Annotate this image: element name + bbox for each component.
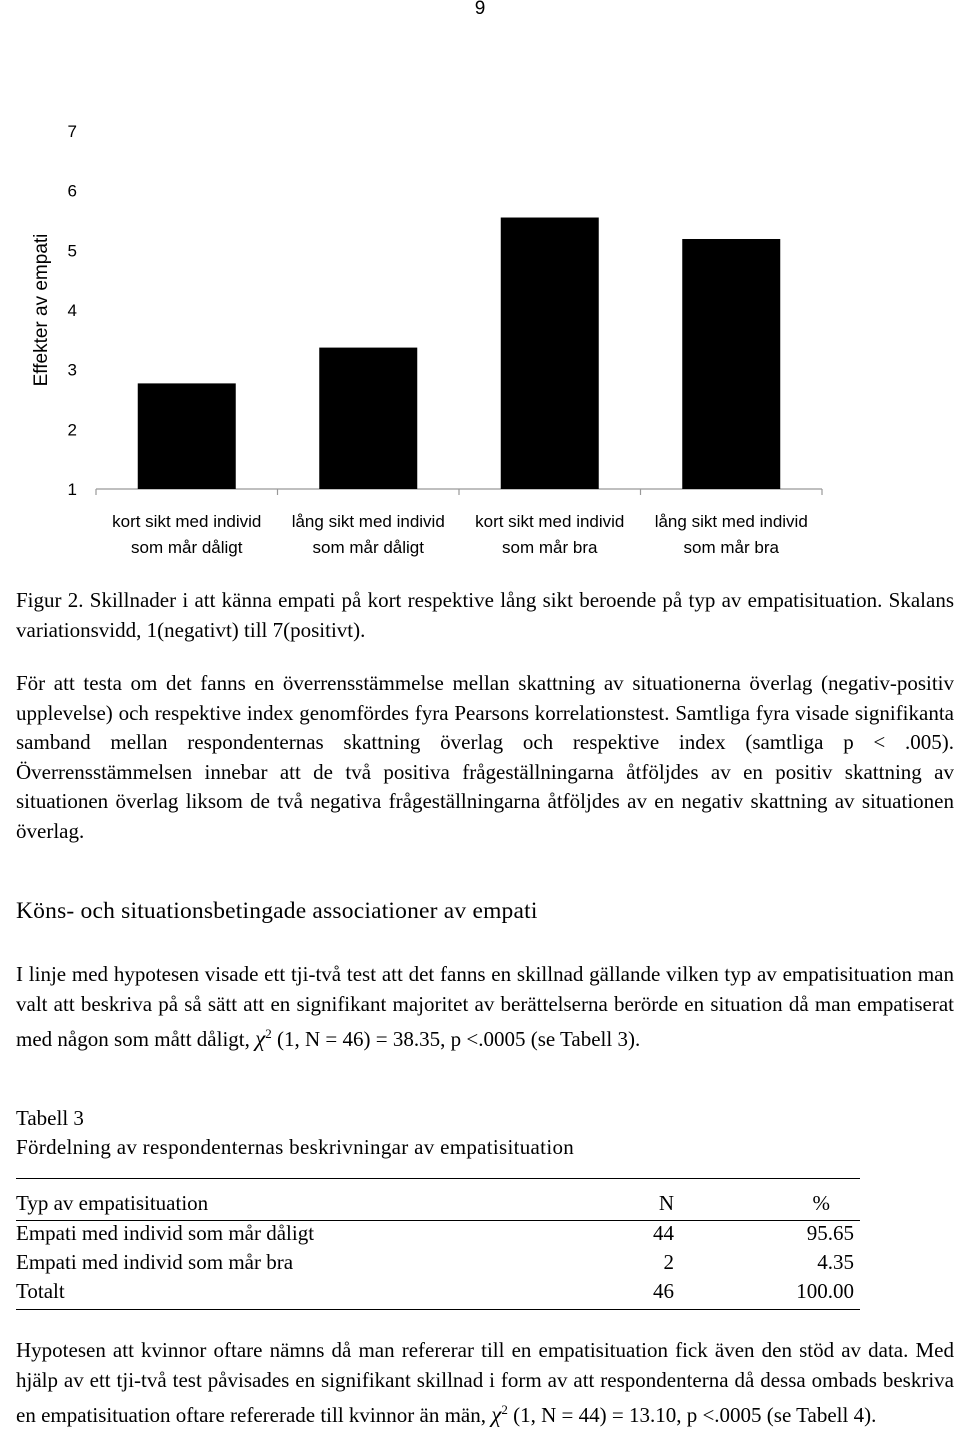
x-tick-label: kort sikt med individ	[112, 512, 262, 531]
x-tick-label: som mår dåligt	[312, 538, 424, 557]
table-header-n: N	[658, 1191, 674, 1215]
table-label: Tabell 3	[16, 1106, 84, 1130]
table-cell-n: 44	[653, 1221, 674, 1245]
bar	[319, 348, 417, 489]
table-row	[16, 1221, 860, 1250]
chi-square-superscript: 2	[501, 1402, 508, 1417]
paragraph-hypothesis-gender	[16, 1336, 954, 1431]
bar-chart	[0, 100, 960, 570]
x-tick-label: som mår bra	[683, 538, 779, 557]
x-tick-label: lång sikt med individ	[654, 512, 808, 531]
bar	[501, 218, 599, 489]
y-tick-label: 2	[67, 420, 77, 440]
table-row	[16, 1279, 860, 1308]
x-tick-label: lång sikt med individ	[291, 512, 445, 531]
table-header-row	[16, 1191, 860, 1220]
table-header-percent: %	[812, 1191, 830, 1215]
table-cell-type: Empati med individ som mår bra	[16, 1250, 294, 1274]
table-header-type: Typ av empatisituation	[16, 1191, 209, 1215]
page-number: 9	[474, 0, 486, 19]
chi-square-stat: (1, N = 44) = 13.10, p <.0005 (se Tabell 4).	[513, 1403, 877, 1427]
figure-caption: Figur 2. Skillnader i att känna empati på kort respektive lång sikt beroende på typ av empatisituation. Skalans variationsvidd, 1(negativt) till 7(positivt).	[16, 588, 954, 642]
chi-square-stat: (1, N = 46) = 38.35, p <.0005 (se Tabell 3).	[277, 1027, 641, 1051]
x-tick-label: som mår bra	[502, 538, 598, 557]
table-cell-percent: 100.00	[796, 1279, 854, 1303]
table-cell-type: Totalt	[16, 1279, 65, 1303]
paragraph-hypothesis-situation-text: I linje med hypotesen visade ett tji-två test att det fanns en skillnad gällande vilken typ av empatisituation man valt att beskriva på så sätt att en signifikant majoritet av berättelserna berörde en situation då man empatiserat med någon som mått dåligt,	[16, 962, 954, 1051]
table-title: Fördelning av respondenternas beskrivningar av empatisituation	[16, 1135, 575, 1159]
y-tick-label: 5	[67, 241, 77, 261]
table-top-rule	[16, 1178, 860, 1179]
y-tick-label: 4	[67, 301, 77, 320]
x-tick-label: som mår dåligt	[131, 538, 243, 557]
bar	[682, 239, 780, 489]
table-cell-percent: 95.65	[806, 1221, 854, 1245]
table-cell-type: Empati med individ som mår dåligt	[16, 1221, 315, 1245]
y-axis-label: Effekter av empati	[31, 233, 52, 387]
bar	[138, 383, 236, 489]
paragraph-hypothesis-gender-text: Hypotesen att kvinnor oftare nämns då man refererar till en empatisituation fick även den stöd av data. Med hjälp av ett tji-två test påvisades en signifikant skillnad i form av att respondenterna då dessa ombads beskriva en empatisituation oftare refererade till kvinnor än män,	[16, 1338, 954, 1427]
paragraph-hypothesis-situation	[16, 960, 954, 1055]
chi-square-symbol: χ	[255, 1026, 266, 1051]
table-row	[16, 1250, 860, 1279]
y-tick-label: 1	[67, 480, 77, 499]
y-tick-label: 3	[67, 360, 77, 380]
y-tick-label: 6	[67, 181, 77, 201]
section-heading: Köns- och situationsbetingade associationer av empati	[16, 898, 538, 924]
table-cell-n: 46	[653, 1279, 674, 1303]
table-cell-n: 2	[663, 1250, 674, 1274]
x-tick-label: kort sikt med individ	[475, 512, 625, 531]
table-cell-percent: 4.35	[817, 1250, 854, 1274]
chi-square-symbol: χ	[491, 1402, 502, 1427]
chi-square-superscript: 2	[265, 1026, 272, 1041]
paragraph-pearson: För att testa om det fanns en överrensstämmelse mellan skattning av situationerna överlag (negativ-positiv upplevelse) och respektive index genomfördes fyra Pearsons korrelationstest. Samtliga fyra visade signifikanta samband mellan respondenternas skattning överlag och respektive index (samtliga p < .005). Överrensstämmelsen innebar att de två positiva frågeställningarna åtföljdes av en positiv skattning av situationen överlag liksom de två negativa frågeställningarna åtföljdes av en negativ skattning av situationen överlag.	[16, 671, 954, 843]
y-tick-label: 7	[67, 122, 77, 141]
table-bottom-rule	[16, 1309, 860, 1310]
